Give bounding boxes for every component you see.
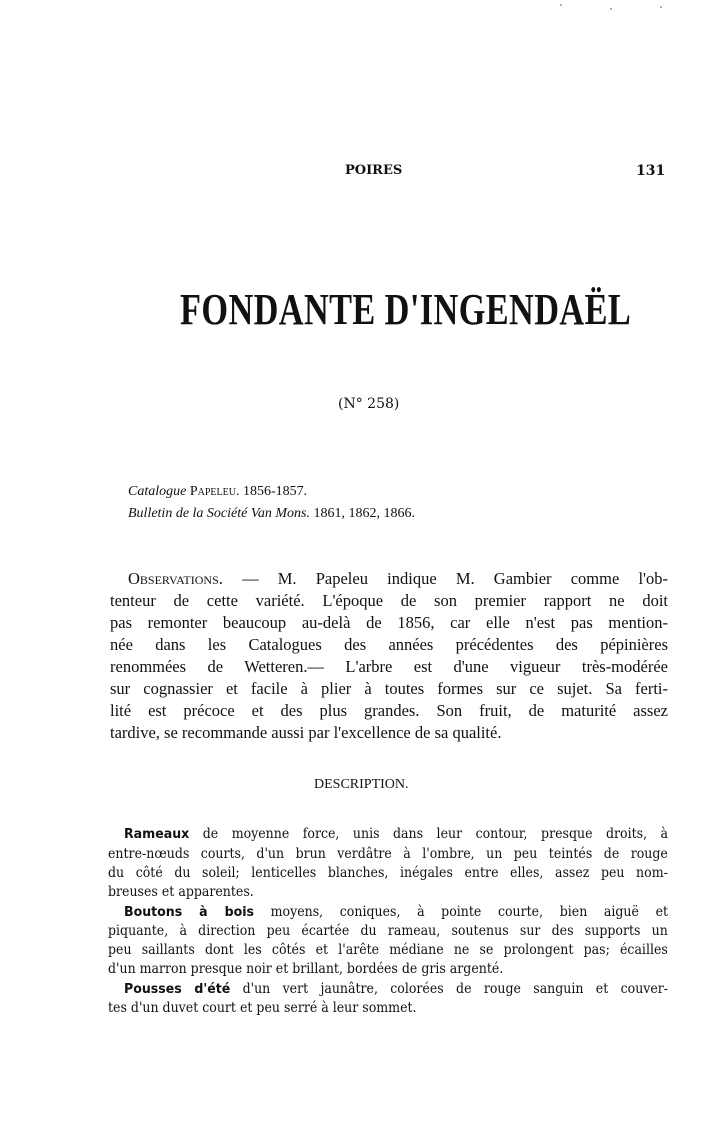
scan-speck [560,4,562,6]
description-heading: DESCRIPTION. [314,777,409,792]
text-line: tardive, se recommande aussi par l'excellence de sa qualité. [110,723,502,742]
page-number: 131 [636,163,666,179]
variety-number: (N° 258) [338,396,400,412]
text-line: tes d'un duvet court et peu serré à leur sommet. [108,1000,417,1016]
text-line: née dans les Catalogues des années précédentes des pépinières [110,635,668,654]
running-head: POIRES [345,163,403,178]
page-title: FONDANTE D'INGENDAËL [180,285,632,334]
text-line: sur cognassier et facile à plier à toutes formes sur ce sujet. Sa ferti- [110,679,668,698]
text-line: Boutons à bois moyens, coniques, à pointe courte, bien aiguë et [124,904,669,920]
description-term: Boutons à bois [124,904,255,920]
reference-1 [128,484,307,500]
text-line: d'un marron presque noir et brillant, bordées de gris argenté. [108,961,504,977]
reference-source: Catalogue [128,484,187,499]
observations-label: Observations. [128,569,223,588]
reference-author: Papeleu. [189,484,240,499]
text-line: peu saillants dont les côtés et l'arête médiane ne se prolongent pas; écailles [108,942,668,958]
text-line: pas remonter beaucoup au-delà de 1856, car elle n'est pas mention- [110,613,668,632]
text-line: Observations. — M. Papeleu indique M. Gambier comme l'ob- [128,569,668,588]
text-line: entre-nœuds courts, d'un brun verdâtre à l'ombre, un peu teintés de rouge [108,846,668,862]
text-line: lité est précoce et des plus grandes. Son fruit, de maturité assez [110,701,668,720]
description-term: Pousses d'été [124,981,231,997]
text-line: tenteur de cette variété. L'époque de son premier rapport ne doit [110,591,668,610]
reference-source: Bulletin de la Société Van Mons. [128,506,310,521]
text-line: du côté du soleil; lenticelles blanches, inégales entre elles, assez peu nom- [108,865,668,881]
description-term: Rameaux [124,826,190,842]
text-line: Rameaux de moyenne force, unis dans leur contour, presque droits, à [124,826,669,842]
text-line: breuses et apparentes. [108,884,254,900]
reference-years: 1861, 1862, 1866. [313,506,415,521]
reference-years: 1856-1857. [242,484,308,499]
scan-speck [610,8,612,10]
text-line: renommées de Wetteren.— L'arbre est d'une vigueur très-modérée [110,657,668,676]
scan-speck [660,6,662,8]
text-line: Pousses d'été d'un vert jaunâtre, colorées de rouge sanguin et couver- [124,981,669,997]
text-line: piquante, à direction peu écartée du rameau, soutenus sur des supports un [108,923,668,939]
reference-2 [128,506,415,522]
